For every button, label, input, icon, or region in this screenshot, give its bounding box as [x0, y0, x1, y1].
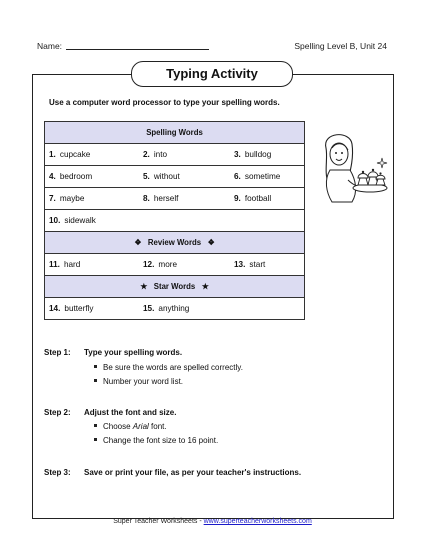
- word-item: [45, 298, 143, 319]
- word-number: 4.: [49, 172, 56, 181]
- word-text: sometime: [244, 172, 281, 181]
- word-number: 7.: [49, 194, 56, 203]
- review-words-title: Review Words: [147, 238, 202, 247]
- name-line[interactable]: [66, 49, 209, 50]
- step-2-bullet-1: [94, 422, 167, 431]
- word-text: start: [249, 260, 266, 269]
- instruction-text: Use a computer word processor to type your spelling words.: [49, 98, 280, 107]
- bullet-icon: [94, 379, 97, 382]
- word-text: without: [153, 172, 180, 181]
- step-1-heading: [44, 348, 182, 357]
- word-table: [44, 121, 305, 320]
- word-number: 8.: [143, 194, 150, 203]
- word-text: bedroom: [59, 172, 93, 181]
- word-text: butterfly: [64, 304, 94, 313]
- step-label: Step 3:: [44, 468, 71, 477]
- page-title: Typing Activity: [131, 61, 293, 87]
- star-row: [45, 298, 305, 320]
- word-item: [143, 298, 234, 319]
- bullet-text: font.: [148, 422, 167, 431]
- word-item: [143, 166, 234, 187]
- footer-text: Super Teacher Worksheets -: [113, 518, 204, 525]
- word-text: bulldog: [244, 150, 272, 159]
- name-label: Name:: [37, 41, 63, 51]
- step-1-bullet-2: [94, 377, 183, 386]
- step-title: Adjust the font and size.: [84, 408, 177, 417]
- name-field: [37, 41, 209, 51]
- word-text: football: [244, 194, 272, 203]
- spelling-words-header: [45, 122, 305, 144]
- step-title: Save or print your file, as per your teacher's instructions.: [84, 468, 302, 477]
- footer-link[interactable]: www.superteacherworksheets.com: [203, 518, 312, 525]
- level-label: Spelling Level B, Unit 24: [294, 41, 387, 51]
- diamond-icon: ❖: [207, 238, 215, 247]
- bullet-icon: [94, 365, 97, 368]
- spelling-words-title: Spelling Words: [146, 128, 203, 137]
- word-item: [45, 188, 143, 209]
- step-2-heading: [44, 408, 176, 417]
- word-text: anything: [158, 304, 190, 313]
- step-3-heading: [44, 468, 301, 477]
- word-number: 2.: [143, 150, 150, 159]
- word-number: 1.: [49, 150, 56, 159]
- spelling-row-3: [45, 188, 305, 210]
- review-words-header: [45, 232, 305, 254]
- word-item: [45, 210, 143, 231]
- step-title: Type your spelling words.: [84, 348, 183, 357]
- word-text: more: [158, 260, 178, 269]
- step-label: Step 1:: [44, 348, 71, 357]
- word-text: herself: [153, 194, 179, 203]
- star-words-header: [45, 276, 305, 298]
- word-item: [45, 144, 143, 165]
- word-text: sidewalk: [64, 216, 96, 225]
- word-number: 11.: [49, 260, 60, 269]
- bullet-icon: [94, 424, 97, 427]
- word-text: cupcake: [59, 150, 91, 159]
- bullet-text: Be sure the words are spelled correctly.: [103, 363, 243, 372]
- word-number: 9.: [234, 194, 241, 203]
- word-text: into: [153, 150, 168, 159]
- star-icon: ★: [140, 282, 148, 291]
- bullet-text: Choose: [103, 422, 133, 431]
- star-words-title: Star Words: [153, 282, 196, 291]
- word-item: [234, 166, 302, 187]
- star-icon: ★: [201, 282, 209, 291]
- word-number: 12.: [143, 260, 155, 269]
- word-number: 14.: [49, 304, 61, 313]
- step-2-bullet-2: [94, 436, 218, 445]
- word-item: [143, 188, 234, 209]
- word-text: hard: [63, 260, 81, 269]
- spelling-row-2: [45, 166, 305, 188]
- word-number: 3.: [234, 150, 241, 159]
- bullet-icon: [94, 438, 97, 441]
- word-item: [45, 166, 143, 187]
- word-number: 15.: [143, 304, 155, 313]
- word-text: maybe: [59, 194, 85, 203]
- word-item: [234, 144, 302, 165]
- word-item: [234, 254, 302, 275]
- font-name: Arial: [132, 422, 149, 431]
- word-item: [45, 254, 143, 275]
- word-number: 5.: [143, 172, 150, 181]
- review-row: [45, 254, 305, 276]
- step-label: Step 2:: [44, 408, 71, 417]
- word-number: 10.: [49, 216, 61, 225]
- diamond-icon: ❖: [134, 238, 142, 247]
- bullet-text: Number your word list.: [103, 377, 184, 386]
- word-number: 13.: [234, 260, 246, 269]
- step-1-bullet-1: [94, 363, 243, 372]
- bullet-text: Change the font size to 16 point.: [103, 436, 219, 445]
- word-item: [143, 144, 234, 165]
- footer: [0, 518, 425, 525]
- spelling-row-1: [45, 144, 305, 166]
- spelling-row-4: [45, 210, 305, 232]
- girl-with-cupcakes-illustration: [312, 128, 390, 210]
- word-item: [234, 188, 302, 209]
- word-item: [143, 254, 234, 275]
- word-number: 6.: [234, 172, 241, 181]
